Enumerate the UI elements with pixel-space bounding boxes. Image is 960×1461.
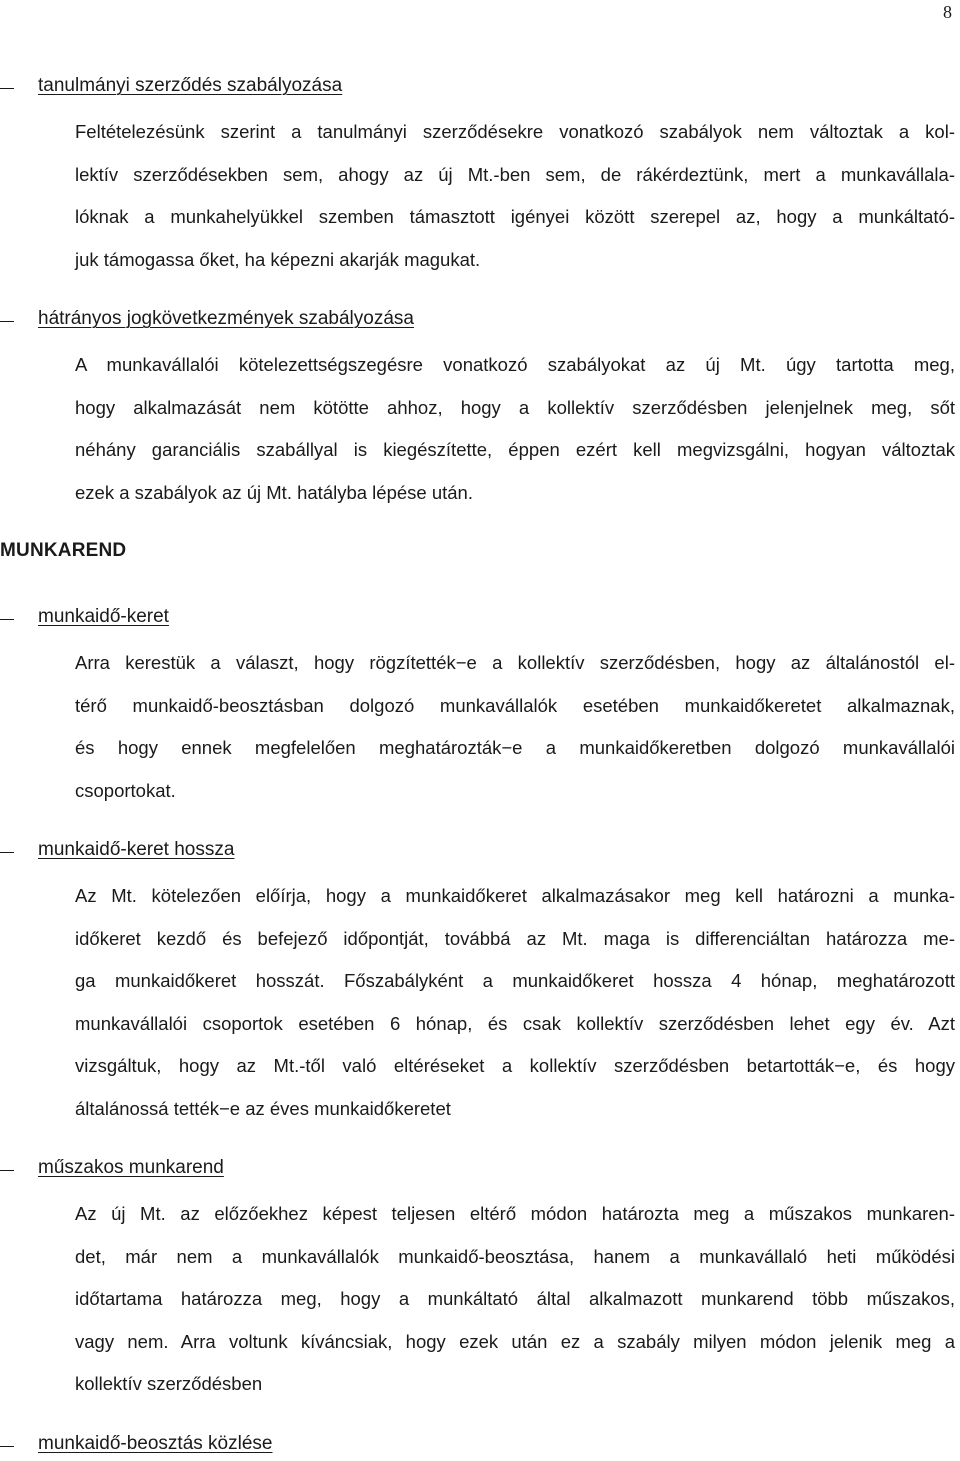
text-line: vagy nem. Arra voltunk kíváncsiak, hogy ezek után ez a szabály milyen módon jelenik meg a bbox=[75, 1330, 955, 1352]
item-body bbox=[75, 875, 955, 1130]
item-body bbox=[75, 111, 955, 281]
list-item-header bbox=[0, 1155, 960, 1185]
text-line: det, már nem a munkavállalók munkaidő-beosztása, hanem a munkavállaló heti működési bbox=[75, 1245, 955, 1267]
section-munkaido-beosztas-kozlese bbox=[0, 1431, 960, 1461]
dash-bullet bbox=[0, 321, 14, 322]
text-line: Feltételezésünk szerint a tanulmányi szerződésekre vonatkozó szabályok nem változtak a kol- bbox=[75, 121, 955, 142]
item-title: tanulmányi szerződés szabályozása bbox=[38, 75, 343, 96]
text-line: időtartama határozza meg, hogy a munkáltató által alkalmazott munkarend több műszakos, bbox=[75, 1288, 955, 1309]
section-tanulmanyi bbox=[0, 73, 960, 273]
list-item-header bbox=[0, 1431, 960, 1461]
list-item-header bbox=[0, 837, 960, 867]
text-line: hogy alkalmazását nem kötötte ahhoz, hogy a kollektív szerződésben jelenjelnek meg, sőt bbox=[75, 396, 955, 418]
item-body bbox=[75, 642, 955, 812]
text-line: térő munkaidő-beosztásban dolgozó munkavállalók esetében munkaidőkeretet alkalmaznak, bbox=[75, 694, 955, 716]
text-line: csoportokat. bbox=[75, 779, 176, 801]
list-item-header bbox=[0, 604, 960, 634]
item-title: munkaidő-beosztás közlése bbox=[38, 1433, 273, 1454]
text-line: lóknak a munkahelyükkel szemben támasztott igényei között szerepel az, hogy a munkáltató- bbox=[75, 206, 955, 227]
section-heading: MUNKAREND bbox=[0, 540, 127, 561]
text-line: Az új Mt. az előzőekhez képest teljesen eltérő módon határozta meg a műszakos munkaren- bbox=[75, 1203, 955, 1224]
text-line: ga munkaidőkeret hosszát. Főszabályként a munkaidőkeret hossza 4 hónap, meghatározott bbox=[75, 970, 955, 991]
item-title: munkaidő-keret bbox=[38, 606, 169, 627]
section-munkaido-keret bbox=[0, 604, 960, 804]
dash-bullet bbox=[0, 619, 14, 620]
section-munkaido-keret-hossza bbox=[0, 837, 960, 1122]
item-body bbox=[75, 1193, 955, 1406]
text-line: lektív szerződésekben sem, ahogy az új Mt.-ben sem, de rákérdeztünk, mert a munkavállala- bbox=[75, 163, 955, 185]
dash-bullet bbox=[0, 1170, 14, 1171]
item-title: hátrányos jogkövetkezmények szabályozása bbox=[38, 308, 414, 329]
page-number: 8 bbox=[943, 2, 952, 22]
item-title: munkaidő-keret hossza bbox=[38, 839, 235, 860]
text-line: általánossá tették−e az éves munkaidőkeretet bbox=[75, 1097, 451, 1119]
list-item-header bbox=[0, 306, 960, 336]
item-body bbox=[75, 344, 955, 514]
item-title: műszakos munkarend bbox=[38, 1157, 224, 1178]
text-line: kollektív szerződésben bbox=[75, 1373, 263, 1394]
text-line: időkeret kezdő és befejező időpontját, továbbá az Mt. maga is differenciáltan határozza me- bbox=[75, 927, 955, 949]
dash-bullet bbox=[0, 1446, 14, 1447]
dash-bullet bbox=[0, 852, 14, 853]
text-line: A munkavállalói kötelezettségszegésre vonatkozó szabályokat az új Mt. úgy tartotta meg, bbox=[75, 354, 955, 375]
dash-bullet bbox=[0, 88, 14, 89]
text-line: Arra kerestük a választ, hogy rögzítették−e a kollektív szerződésben, hogy az általánostól el- bbox=[75, 652, 955, 673]
section-muszakos-munkarend bbox=[0, 1155, 960, 1398]
text-line: és hogy ennek megfelelően meghatározták−e a munkaidőkeretben dolgozó munkavállalói bbox=[75, 737, 955, 758]
text-line: Az Mt. kötelezően előírja, hogy a munkaidőkeret alkalmazásakor meg kell határozni a munka- bbox=[75, 885, 955, 906]
text-line: juk támogassa őket, ha képezni akarják magukat. bbox=[75, 248, 481, 270]
list-item-header bbox=[0, 73, 960, 103]
section-hatranyos bbox=[0, 306, 960, 506]
text-line: munkavállalói csoportok esetében 6 hónap, és csak kollektív szerződésben lehet egy év. Azt bbox=[75, 1012, 955, 1034]
text-line: néhány garanciális szabállyal is kiegészítette, éppen ezért kell megvizsgálni, hogyan változtak bbox=[75, 439, 955, 460]
text-line: ezek a szabályok az új Mt. hatályba lépése után. bbox=[75, 481, 473, 503]
text-line: vizsgáltuk, hogy az Mt.-től való eltéréseket a kollektív szerződésben betartották−e, és hogy bbox=[75, 1055, 955, 1076]
